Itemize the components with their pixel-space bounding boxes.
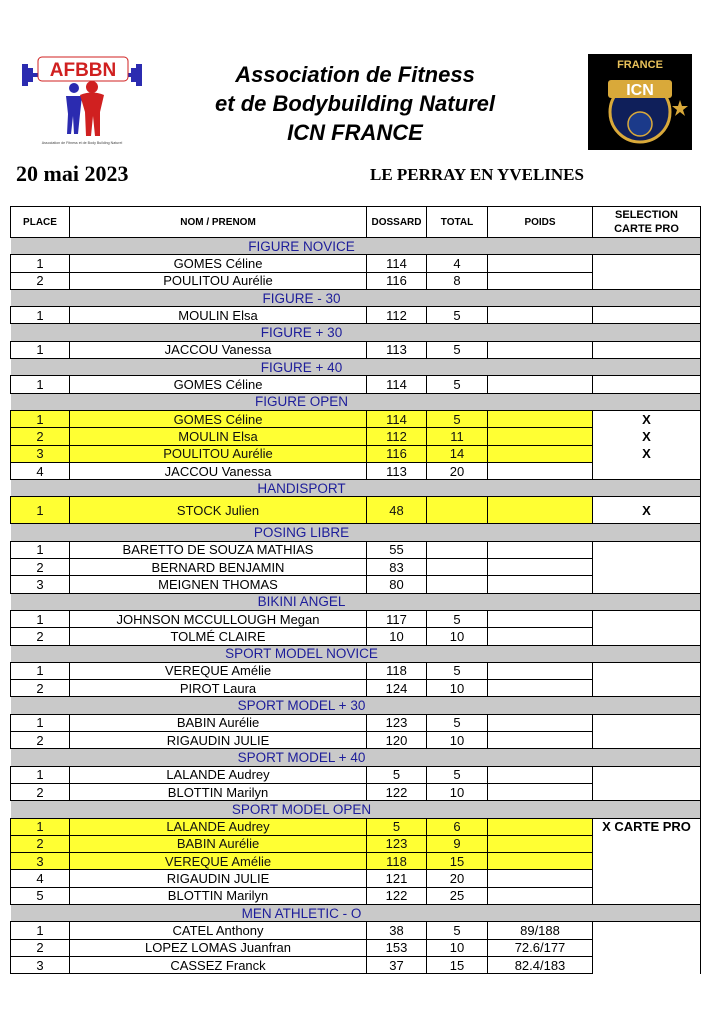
col-name: NOM / PRENOM	[70, 207, 367, 238]
cell-weight	[488, 835, 593, 852]
cell-total: 8	[427, 272, 488, 289]
col-selection	[593, 207, 701, 238]
cell-bib: 112	[367, 428, 427, 445]
cell-place: 3	[11, 576, 70, 593]
category-name: FIGURE + 40	[11, 359, 593, 376]
cell-total: 5	[427, 341, 488, 358]
category-row	[11, 593, 701, 610]
category-name: HANDISPORT	[11, 480, 593, 497]
cell-name: MOULIN Elsa	[70, 307, 367, 324]
category-name: BIKINI ANGEL	[11, 593, 593, 610]
cell-weight	[488, 341, 593, 358]
cell-weight	[488, 307, 593, 324]
cell-total: 5	[427, 610, 488, 627]
cell-total: 10	[427, 732, 488, 749]
cell-selection	[593, 662, 701, 679]
category-name: SPORT MODEL + 40	[11, 749, 593, 766]
cell-total	[427, 576, 488, 593]
cell-total: 10	[427, 680, 488, 697]
cell-weight	[488, 541, 593, 558]
cell-total: 4	[427, 255, 488, 272]
cell-selection	[593, 783, 701, 800]
cell-total: 10	[427, 628, 488, 645]
category-row	[11, 324, 701, 341]
cell-place: 2	[11, 783, 70, 800]
category-selection-cell	[593, 480, 701, 497]
cell-selection	[593, 870, 701, 887]
cell-weight	[488, 559, 593, 576]
table-row	[11, 255, 701, 272]
category-selection-cell	[593, 238, 701, 255]
category-name: FIGURE - 30	[11, 289, 593, 306]
category-name: FIGURE NOVICE	[11, 238, 593, 255]
cell-bib: 114	[367, 410, 427, 427]
col-weight: POIDS	[488, 207, 593, 238]
cell-name: LALANDE Audrey	[70, 766, 367, 783]
page-header	[0, 0, 724, 205]
table-row	[11, 922, 701, 939]
cell-bib: 83	[367, 559, 427, 576]
cell-bib: 38	[367, 922, 427, 939]
cell-place: 1	[11, 497, 70, 524]
cell-total	[427, 559, 488, 576]
cell-weight	[488, 462, 593, 479]
cell-selection	[593, 887, 701, 904]
cell-selection	[593, 732, 701, 749]
svg-text:ICN: ICN	[626, 82, 654, 99]
col-place: PLACE	[11, 207, 70, 238]
cell-weight	[488, 376, 593, 393]
cell-name: POULITOU Aurélie	[70, 272, 367, 289]
cell-weight	[488, 766, 593, 783]
cell-selection	[593, 835, 701, 852]
cell-bib: 80	[367, 576, 427, 593]
icn-france-logo	[588, 54, 692, 150]
category-selection-cell	[593, 593, 701, 610]
cell-selection	[593, 922, 701, 939]
cell-selection: X CARTE PRO	[593, 818, 701, 835]
category-row	[11, 393, 701, 410]
cell-total: 14	[427, 445, 488, 462]
table-row	[11, 870, 701, 887]
cell-total: 5	[427, 307, 488, 324]
category-selection-cell	[593, 324, 701, 341]
cell-total: 6	[427, 818, 488, 835]
cell-selection	[593, 610, 701, 627]
cell-name: BLOTTIN Marilyn	[70, 887, 367, 904]
cell-total: 15	[427, 956, 488, 973]
cell-name: BERNARD BENJAMIN	[70, 559, 367, 576]
cell-total: 10	[427, 783, 488, 800]
cell-bib: 121	[367, 870, 427, 887]
cell-name: MOULIN Elsa	[70, 428, 367, 445]
table-row	[11, 445, 701, 462]
table-row	[11, 835, 701, 852]
results-body	[11, 238, 701, 974]
cell-total	[427, 541, 488, 558]
cell-bib: 114	[367, 255, 427, 272]
cell-place: 3	[11, 445, 70, 462]
category-name: SPORT MODEL OPEN	[11, 801, 593, 818]
cell-weight	[488, 870, 593, 887]
category-row	[11, 289, 701, 306]
cell-place: 2	[11, 939, 70, 956]
cell-place: 1	[11, 541, 70, 558]
cell-total: 9	[427, 835, 488, 852]
category-selection-cell	[593, 749, 701, 766]
cell-bib: 123	[367, 714, 427, 731]
cell-bib: 10	[367, 628, 427, 645]
cell-total: 5	[427, 662, 488, 679]
cell-selection	[593, 766, 701, 783]
cell-weight: 82.4/183	[488, 956, 593, 973]
cell-bib: 124	[367, 680, 427, 697]
table-row	[11, 610, 701, 627]
table-row	[11, 559, 701, 576]
cell-selection: X	[593, 410, 701, 427]
category-selection-cell	[593, 524, 701, 541]
category-selection-cell	[593, 393, 701, 410]
table-row	[11, 887, 701, 904]
cell-total: 25	[427, 887, 488, 904]
cell-weight: 89/188	[488, 922, 593, 939]
cell-weight	[488, 410, 593, 427]
cell-name: JOHNSON MCCULLOUGH Megan	[70, 610, 367, 627]
cell-selection	[593, 272, 701, 289]
cell-name: BARETTO DE SOUZA MATHIAS	[70, 541, 367, 558]
cell-place: 2	[11, 835, 70, 852]
cell-place: 1	[11, 818, 70, 835]
cell-name: CATEL Anthony	[70, 922, 367, 939]
cell-place: 2	[11, 732, 70, 749]
table-row	[11, 956, 701, 973]
table-row	[11, 428, 701, 445]
category-selection-cell	[593, 904, 701, 921]
table-row	[11, 272, 701, 289]
table-row	[11, 541, 701, 558]
cell-place: 2	[11, 428, 70, 445]
cell-total: 5	[427, 766, 488, 783]
cell-weight	[488, 853, 593, 870]
cell-selection	[593, 307, 701, 324]
table-row	[11, 462, 701, 479]
cell-selection	[593, 956, 701, 973]
category-row	[11, 801, 701, 818]
cell-place: 4	[11, 462, 70, 479]
cell-name: MEIGNEN THOMAS	[70, 576, 367, 593]
svg-text:FRANCE: FRANCE	[617, 59, 663, 71]
category-name: FIGURE + 30	[11, 324, 593, 341]
event-location: LE PERRAY EN YVELINES	[370, 165, 584, 184]
cell-selection	[593, 680, 701, 697]
cell-place: 1	[11, 662, 70, 679]
cell-name: JACCOU Vanessa	[70, 462, 367, 479]
category-row	[11, 645, 701, 662]
cell-name: CASSEZ Franck	[70, 956, 367, 973]
cell-name: VEREQUE Amélie	[70, 662, 367, 679]
cell-total: 5	[427, 714, 488, 731]
cell-place: 5	[11, 887, 70, 904]
cell-name: TOLMÉ CLAIRE	[70, 628, 367, 645]
table-row	[11, 732, 701, 749]
title-line-3: ICN FRANCE	[287, 120, 423, 145]
cell-place: 1	[11, 714, 70, 731]
cell-bib: 122	[367, 887, 427, 904]
category-name: MEN ATHLETIC - O	[11, 904, 593, 921]
cell-selection	[593, 939, 701, 956]
cell-name: PIROT Laura	[70, 680, 367, 697]
cell-place: 3	[11, 853, 70, 870]
cell-name: LOPEZ LOMAS Juanfran	[70, 939, 367, 956]
cell-weight	[488, 662, 593, 679]
svg-text:AFBBN: AFBBN	[49, 60, 117, 81]
cell-selection: X	[593, 445, 701, 462]
col-selection-line-1: SELECTION	[615, 209, 678, 221]
cell-total: 11	[427, 428, 488, 445]
cell-selection	[593, 714, 701, 731]
cell-weight	[488, 732, 593, 749]
category-selection-cell	[593, 801, 701, 818]
table-header-row	[11, 207, 701, 238]
cell-name: BABIN Aurélie	[70, 835, 367, 852]
cell-place: 1	[11, 255, 70, 272]
cell-name: STOCK Julien	[70, 497, 367, 524]
category-selection-cell	[593, 645, 701, 662]
category-row	[11, 238, 701, 255]
cell-place: 1	[11, 922, 70, 939]
category-row	[11, 359, 701, 376]
cell-weight	[488, 680, 593, 697]
cell-weight	[488, 497, 593, 524]
table-row	[11, 939, 701, 956]
cell-name: VEREQUE Amélie	[70, 853, 367, 870]
cell-bib: 112	[367, 307, 427, 324]
cell-bib: 37	[367, 956, 427, 973]
col-total: TOTAL	[427, 207, 488, 238]
table-row	[11, 714, 701, 731]
table-row	[11, 662, 701, 679]
cell-weight	[488, 818, 593, 835]
svg-text:Association de Fitness et de B: Association de Fitness et de Body Building Naturel	[41, 141, 123, 145]
category-name: SPORT MODEL + 30	[11, 697, 593, 714]
cell-place: 2	[11, 680, 70, 697]
cell-selection	[593, 255, 701, 272]
cell-total: 5	[427, 410, 488, 427]
cell-bib: 114	[367, 376, 427, 393]
cell-name: RIGAUDIN JULIE	[70, 732, 367, 749]
afbbn-logo	[22, 54, 142, 146]
cell-bib: 113	[367, 341, 427, 358]
cell-bib: 113	[367, 462, 427, 479]
cell-bib: 153	[367, 939, 427, 956]
cell-weight	[488, 714, 593, 731]
table-row	[11, 680, 701, 697]
table-row	[11, 376, 701, 393]
cell-selection	[593, 559, 701, 576]
cell-bib: 55	[367, 541, 427, 558]
cell-total: 5	[427, 922, 488, 939]
cell-place: 2	[11, 628, 70, 645]
col-bib: DOSSARD	[367, 207, 427, 238]
category-name: POSING LIBRE	[11, 524, 593, 541]
cell-bib: 123	[367, 835, 427, 852]
title-line-1: Association de Fitness	[235, 62, 475, 87]
table-row	[11, 783, 701, 800]
category-row	[11, 904, 701, 921]
cell-place: 1	[11, 376, 70, 393]
category-row	[11, 749, 701, 766]
table-row	[11, 307, 701, 324]
category-selection-cell	[593, 697, 701, 714]
cell-selection	[593, 628, 701, 645]
cell-bib: 48	[367, 497, 427, 524]
cell-total: 15	[427, 853, 488, 870]
cell-bib: 116	[367, 445, 427, 462]
cell-selection	[593, 853, 701, 870]
cell-place: 1	[11, 307, 70, 324]
cell-name: GOMES Céline	[70, 376, 367, 393]
cell-bib: 5	[367, 818, 427, 835]
cell-place: 1	[11, 410, 70, 427]
cell-bib: 122	[367, 783, 427, 800]
document-title	[150, 60, 560, 147]
event-date: 20 mai 2023	[16, 161, 129, 186]
cell-place: 2	[11, 272, 70, 289]
cell-selection: X	[593, 428, 701, 445]
cell-weight	[488, 445, 593, 462]
table-row	[11, 766, 701, 783]
cell-place: 1	[11, 341, 70, 358]
cell-weight	[488, 272, 593, 289]
cell-bib: 116	[367, 272, 427, 289]
cell-weight	[488, 576, 593, 593]
col-selection-line-2: CARTE PRO	[614, 223, 679, 235]
cell-weight	[488, 887, 593, 904]
cell-total: 10	[427, 939, 488, 956]
cell-name: LALANDE Audrey	[70, 818, 367, 835]
category-selection-cell	[593, 289, 701, 306]
category-name: SPORT MODEL NOVICE	[11, 645, 593, 662]
cell-selection	[593, 576, 701, 593]
cell-place: 1	[11, 610, 70, 627]
cell-total: 20	[427, 462, 488, 479]
results-table	[10, 206, 701, 974]
table-row	[11, 576, 701, 593]
cell-name: POULITOU Aurélie	[70, 445, 367, 462]
cell-place: 1	[11, 766, 70, 783]
cell-name: RIGAUDIN JULIE	[70, 870, 367, 887]
cell-bib: 118	[367, 662, 427, 679]
title-line-2: et de Bodybuilding Naturel	[215, 91, 495, 116]
table-row	[11, 853, 701, 870]
cell-name: GOMES Céline	[70, 255, 367, 272]
cell-bib: 5	[367, 766, 427, 783]
cell-name: GOMES Céline	[70, 410, 367, 427]
table-row	[11, 341, 701, 358]
table-row	[11, 497, 701, 524]
cell-bib: 117	[367, 610, 427, 627]
cell-total: 5	[427, 376, 488, 393]
cell-weight	[488, 628, 593, 645]
cell-name: BABIN Aurélie	[70, 714, 367, 731]
table-row	[11, 410, 701, 427]
cell-bib: 118	[367, 853, 427, 870]
table-row	[11, 818, 701, 835]
cell-selection	[593, 462, 701, 479]
cell-selection	[593, 541, 701, 558]
category-name: FIGURE OPEN	[11, 393, 593, 410]
category-selection-cell	[593, 359, 701, 376]
cell-place: 4	[11, 870, 70, 887]
cell-weight	[488, 783, 593, 800]
cell-weight: 72.6/177	[488, 939, 593, 956]
table-row	[11, 628, 701, 645]
cell-place: 3	[11, 956, 70, 973]
cell-weight	[488, 610, 593, 627]
cell-selection	[593, 341, 701, 358]
cell-total: 20	[427, 870, 488, 887]
cell-total	[427, 497, 488, 524]
cell-name: BLOTTIN Marilyn	[70, 783, 367, 800]
category-row	[11, 480, 701, 497]
category-row	[11, 524, 701, 541]
cell-selection	[593, 376, 701, 393]
category-row	[11, 697, 701, 714]
cell-weight	[488, 428, 593, 445]
cell-selection: X	[593, 497, 701, 524]
cell-place: 2	[11, 559, 70, 576]
cell-weight	[488, 255, 593, 272]
cell-name: JACCOU Vanessa	[70, 341, 367, 358]
cell-bib: 120	[367, 732, 427, 749]
